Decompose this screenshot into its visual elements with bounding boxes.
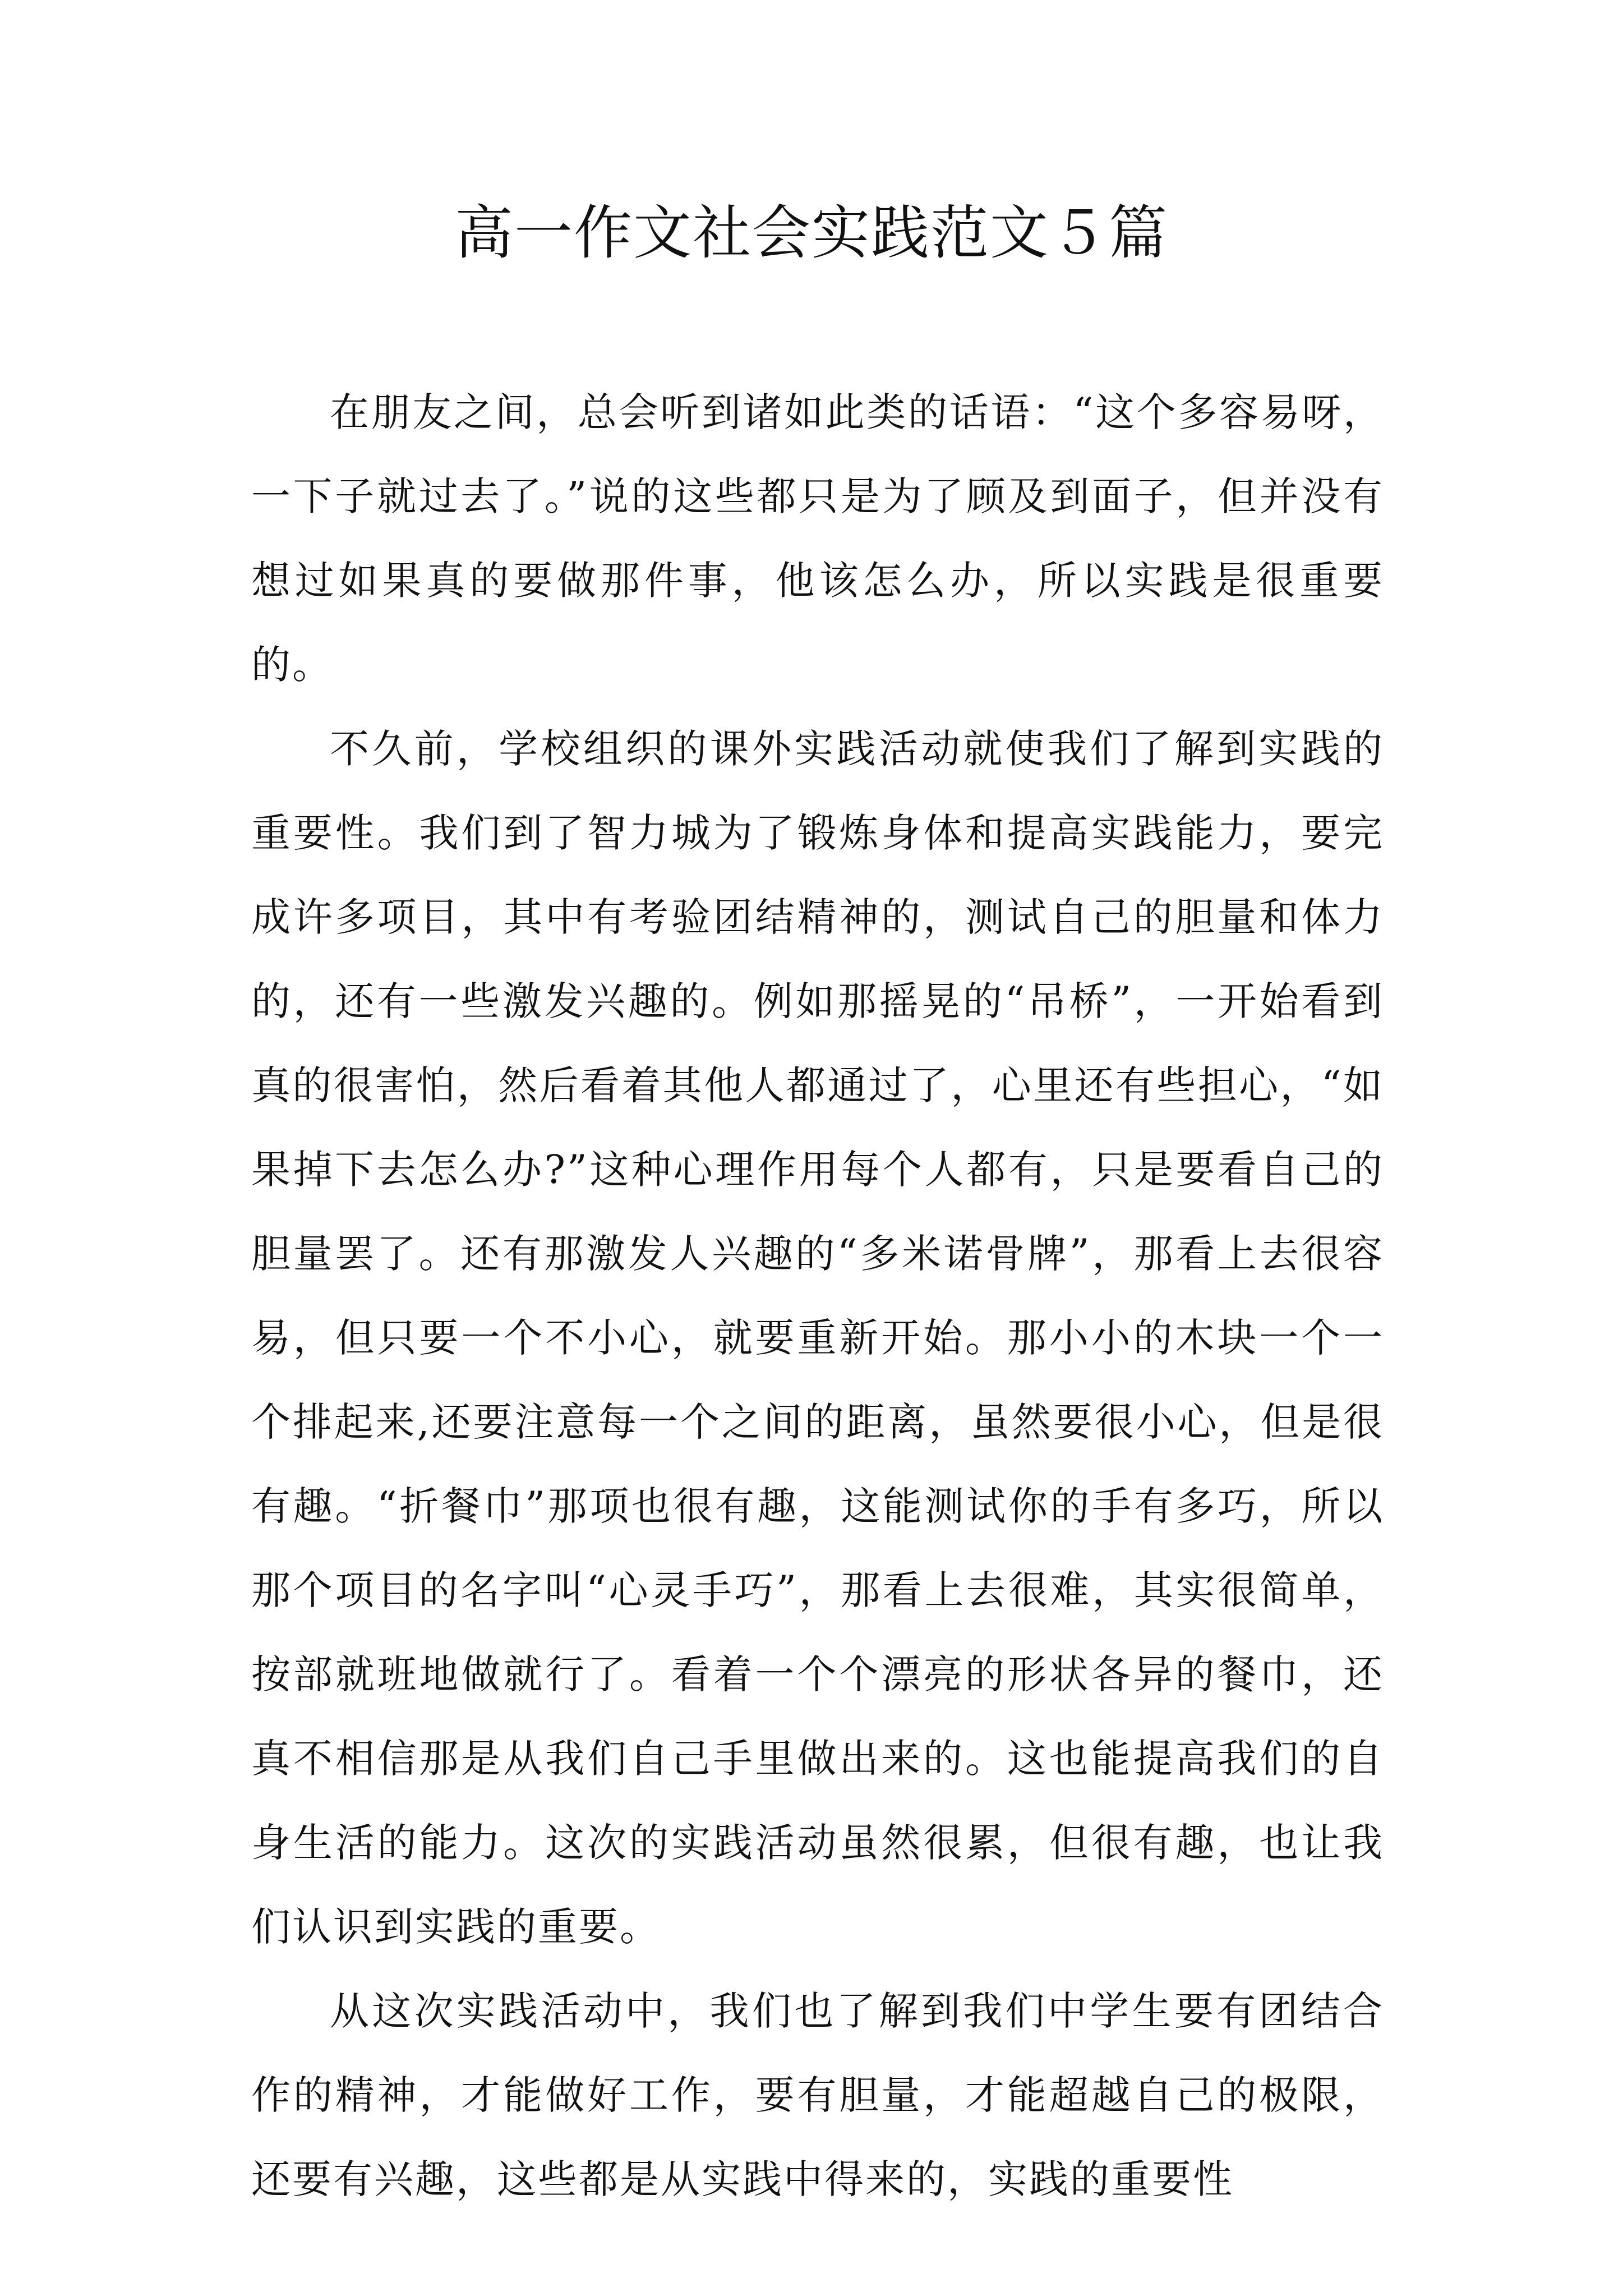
paragraph: 不久前，学校组织的课外实践活动就使我们了解到实践的重要性。我们到了智力城为了锻炼身体和提高实践能力，要完成许多项目，其中有考验团结精神的，测试自己的胆量和体力的，还有一些激发兴趣的。例如那摇晃的“吊桥”，一开始看到真的很害怕，然后看着其他人都通过了，心里还有些担心，“如果掉下去怎么办?”这种心理作用每个人都有，只是要看自己的胆量罢了。还有那激发人兴趣的“多米诺骨牌”，那看上去很容易，但只要一个不小心，就要重新开始。那小小的木块一个一个排起来,还要注意每一个之间的距离，虽然要很小心，但是很有趣。“折餐巾”那项也很有趣，这能测试你的手有多巧，所以那个项目的名字叫“心灵手巧”，那看上去很难，其实很简单，按部就班地做就行了。看着一个个漂亮的形状各异的餐巾，还真不相信那是从我们自己手里做出来的。这也能提高我们的自身生活的能力。这次的实践活动虽然很累，但很有趣，也让我们认识到实践的重要。 (251, 726, 1384, 1950)
paragraph: 从这次实践活动中，我们也了解到我们中学生要有团结合作的精神，才能做好工作，要有胆量，才能超越自己的极限，还要有兴趣，这些都是从实践中得来的，实践的重要性 (251, 1988, 1384, 2202)
paragraph: 在朋友之间，总会听到诸如此类的话语：“这个多容易呀，一下子就过去了。”说的这些都只是为了顾及到面子，但并没有想过如果真的要做那件事，他该怎么办，所以实践是很重要的。 (251, 389, 1384, 688)
document-body (251, 370, 1384, 2221)
document-title: 高一作文社会实践范文５篇 (454, 199, 1168, 267)
